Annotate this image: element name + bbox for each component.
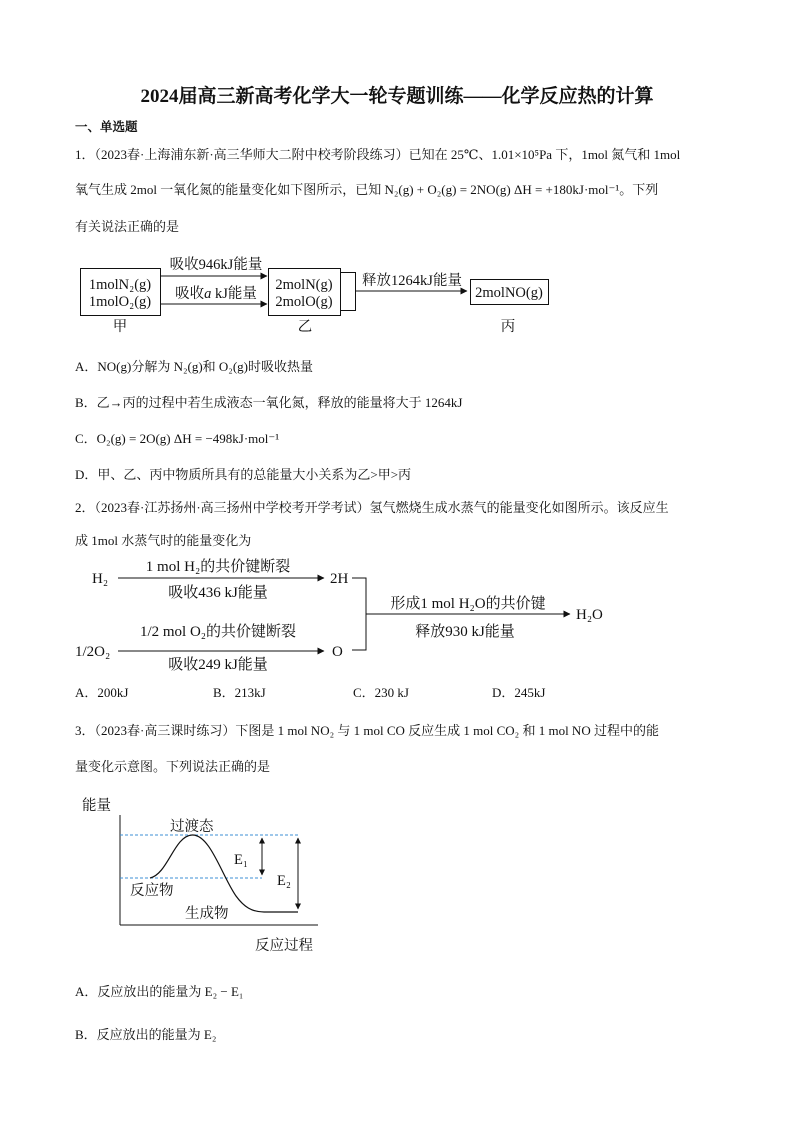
box-yi-n: 2molN(g)	[275, 277, 333, 293]
products-label: 生成物	[185, 906, 229, 922]
box-jia-o2: 1molO₂(g)	[88, 294, 152, 310]
q1-stem-line-3: 有关说法正确的是	[75, 219, 180, 234]
e2-label: E₂	[277, 873, 291, 889]
q2-option-b: B．213kJ	[213, 685, 266, 700]
label-bing: 丙	[500, 319, 516, 335]
q1-option-c: C．O₂(g) = 2O(g) ΔH = −498kJ·mol⁻¹	[75, 431, 280, 446]
box-yi-o: 2molO(g)	[275, 294, 333, 310]
q1-stem-line-1: 1．（2023春·上海浦东新·高三华师大二附中校考阶段练习）已知在 25℃、1.01×10⁵Pa 下，1mol 氮气和 1mol	[75, 147, 681, 162]
o2-break-label: 1/2 mol O₂的共价键断裂	[139, 624, 297, 640]
q3-option-b: B．反应放出的能量为 E₂	[75, 1027, 217, 1042]
h2-break-label: 1 mol H₂的共价键断裂	[145, 559, 291, 575]
q3-reaction-energy-profile	[0, 795, 794, 955]
e1-label: E₁	[234, 852, 248, 868]
o2-absorb-label: 吸收249 kJ能量	[168, 657, 268, 673]
box-yi-bracket	[341, 273, 356, 311]
page-title: 2024届高三新高考化学大一轮专题训练——化学反应热的计算	[140, 86, 654, 107]
q3-option-a: A．反应放出的能量为 E₂ − E₁	[75, 984, 244, 999]
absorb-variable: a	[204, 286, 212, 302]
reactants-label: 反应物	[130, 883, 174, 899]
q3-stem-line-1: 3．（2023春·高三课时练习）下图是 1 mol NO₂ 与 1 mol CO 反应生成 1 mol CO₂ 和 1 mol NO 过程中的能	[75, 723, 659, 738]
h2-label: H₂	[92, 571, 109, 587]
label-jia: 甲	[112, 319, 128, 335]
absorb-prefix: 吸收	[175, 286, 205, 302]
q2-stem-line-2: 成 1mol 水蒸气时的能量变化为	[75, 533, 252, 548]
q1-energy-flow-diagram	[0, 250, 794, 340]
absorb-suffix: kJ能量	[211, 286, 257, 302]
q2-option-a: A．200kJ	[75, 685, 129, 700]
box-bing-no: 2molNO(g)	[475, 285, 543, 301]
q1-option-a: A．NO(g)分解为 N₂(g)和 O₂(g)时吸收热量	[75, 359, 313, 374]
x-axis-label: 反应过程	[255, 938, 313, 954]
h2o-label: H₂O	[576, 607, 603, 623]
o-atom-label: O	[332, 644, 343, 660]
two-h-label: 2H	[330, 571, 349, 587]
q1-option-d: D．甲、乙、丙中物质所具有的总能量大小关系为乙>甲>丙	[75, 467, 412, 482]
form-bond-label: 形成1 mol H₂O的共价键	[390, 596, 546, 612]
section-heading: 一、单选题	[75, 120, 138, 134]
y-axis-label: 能量	[82, 798, 111, 814]
combine-bracket	[352, 578, 366, 650]
q1-option-b: B．乙→丙的过程中若生成液态一氧化氮，释放的能量将大于 1264kJ	[75, 395, 463, 410]
arrow-absorb-946-label: 吸收946kJ能量	[169, 257, 263, 273]
transition-state-label: 过渡态	[170, 819, 214, 835]
q2-stem-line-1: 2．（2023春·江苏扬州·高三扬州中学校考开学考试）氢气燃烧生成水蒸气的能量变化如图所示。该反应生	[75, 500, 669, 515]
arrow-release-1264-label: 释放1264kJ能量	[362, 273, 462, 289]
energy-curve	[150, 835, 298, 912]
half-o2-label: 1/2O₂	[75, 644, 111, 660]
box-jia-n2: 1molN₂(g)	[88, 277, 152, 293]
q2-option-c: C．230 kJ	[353, 685, 409, 700]
q2-bond-energy-diagram	[0, 555, 794, 675]
label-yi: 乙	[297, 319, 313, 335]
arrow-absorb-a-label	[175, 285, 257, 302]
release-label: 释放930 kJ能量	[415, 624, 515, 640]
q2-option-d: D．245kJ	[492, 685, 546, 700]
h2-absorb-label: 吸收436 kJ能量	[168, 585, 268, 601]
q1-stem-line-2: 氧气生成 2mol 一氧化氮的能量变化如下图所示，已知 N₂(g) + O₂(g) = 2NO(g) ΔH = +180kJ·mol⁻¹。下列	[75, 182, 659, 197]
q3-stem-line-2: 量变化示意图。下列说法正确的是	[75, 759, 271, 774]
